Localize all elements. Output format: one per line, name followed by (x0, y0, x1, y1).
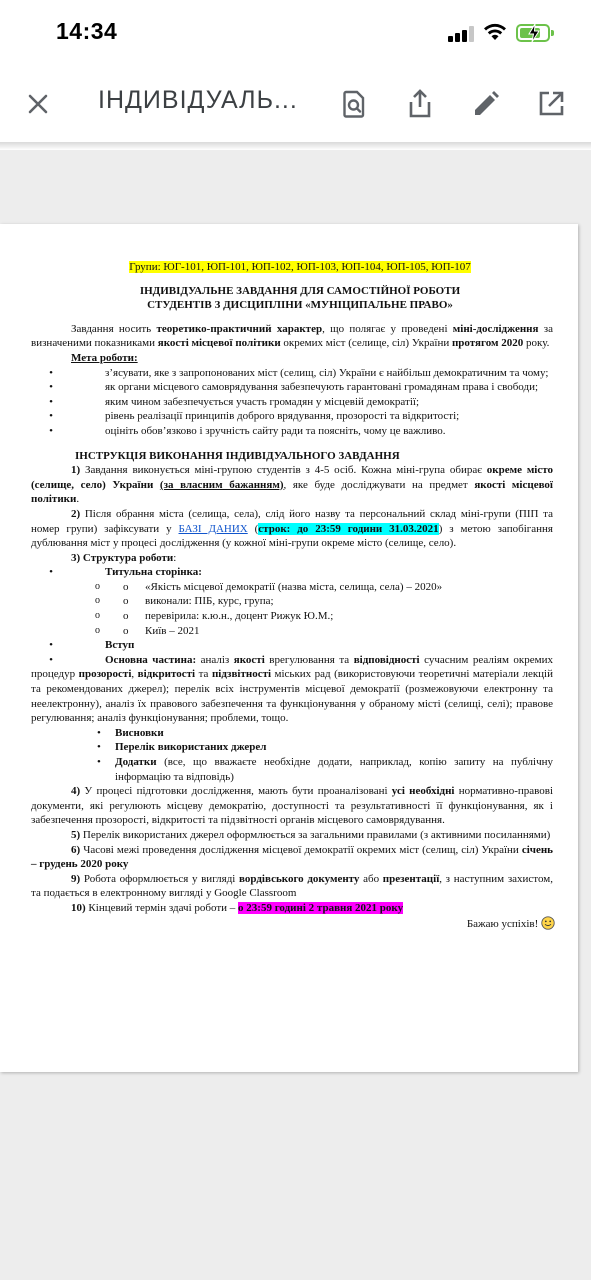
title-page-subitem: o o Київ – 2021 (31, 624, 553, 639)
final-deadline-highlight: о 23:59 годині 2 травня 2021 року (238, 901, 404, 914)
deadline-highlight: строк: до 23:59 години 31.03.2021 (258, 522, 439, 535)
status-bar (0, 0, 591, 68)
share-icon[interactable] (404, 88, 436, 120)
goal-title: Мета роботи: (71, 351, 138, 364)
goal-item: • рівень реалізації принципів доброго врядування, прозорості та відкритості; (49, 410, 460, 423)
open-in-new-icon[interactable] (535, 88, 567, 120)
instruction-4: 4) У процесі підготовки дослідження, мають бути проаналізовані усі необхідні нормативно-правові документи, які регулюють місцеву демократію, доступності та результативності її функціонування, як і забезпечення прозорості, відкритості та підзвітності органів місцевого самоврядування. (31, 785, 554, 827)
database-link[interactable]: БАЗІ ДАНИХ (178, 522, 248, 535)
instruction-6: 6) Часові межі проведення дослідження місцевої демократії окремих міст (селищ, сіл) України січень – грудень 2020 року (31, 843, 553, 871)
instruction-9: 9) Робота оформлюється у вигляді вордівського документу або презентації, з наступним захистом, та подається в електронному вигляді у Google Classroom (31, 872, 553, 900)
structure-item-intro: • Вступ (49, 639, 135, 652)
closing-line: Бажаю успіхів! (67, 916, 555, 932)
cellular-signal-icon (448, 26, 474, 42)
document-page (0, 224, 578, 1072)
find-in-document-icon[interactable] (338, 88, 370, 120)
structure-item-main-part: • Основна частина: аналіз якості врегулювання та відповідності сучасним реаліям окремих процедур прозорості, відкритості та підзвітності міських рад (використовуючи теоретичні матеріали лекцій та рекомендованих джерел); перелік всіх інструментів місцевої демократії (розмежовуючи електронну та неелектронну), аналіз їх правового забезпечення та функціонування у обраному місті (селищі, селі); правове регулювання; аналіз функціонування; проблеми, тощо. (31, 653, 554, 725)
title-page-subitem: o o перевірила: к.ю.н., доцент Рижук Ю.М.; (31, 609, 553, 624)
document-title: ІНДИВІДУАЛЬ... (98, 86, 298, 114)
structure-list-end (73, 726, 553, 784)
document-body (31, 260, 554, 931)
structure-list (31, 565, 553, 726)
smiley-icon (541, 916, 555, 930)
title-page-subitem: o o виконали: ПІБ, курс, група; (31, 594, 553, 609)
instruction-10: 10) Кінцевий термін здачі роботи – о 23:59 годині 2 травня 2021 року (71, 901, 404, 914)
wifi-icon (482, 22, 508, 42)
battery-icon (516, 24, 550, 42)
structure-item-sources: • Перелік використаних джерел (73, 740, 553, 755)
instruction-2: 2) Після обрання міста (селища, села), слід його назву та персональний склад міні-групи (ПІП та номер групи) зафіксувати у БАЗІ ДАНИХ (строк: до 23:59 години 31.03.2021) з метою запобігання дублювання міст у процесі дослідження (у кожної міні-групи окреме місто (селище, село). (31, 507, 553, 550)
document-viewer[interactable] (0, 150, 591, 1280)
toolbar-shadow (0, 142, 591, 150)
instructions-title: ІНСТРУКЦІЯ ВИКОНАННЯ ІНДИВІДУАЛЬНОГО ЗАВДАННЯ (75, 449, 400, 462)
instruction-3: 3) Структура роботи: (71, 551, 177, 564)
goal-item: • як органи місцевого самоврядування забезпечують гарантовані громадянам права і свободи; (49, 381, 539, 394)
edit-pencil-icon[interactable] (470, 88, 502, 120)
goal-item: • яким чином забезпечується участь громадян у місцевій демократії; (49, 395, 420, 408)
structure-item-title-page: • Титульна сторінка: (49, 566, 202, 579)
instruction-5: 5) Перелік використаних джерел оформлюється за загальними правилами (з активними посиланнями) (71, 828, 551, 841)
heading-line-1: ІНДИВІДУАЛЬНЕ ЗАВДАННЯ ДЛЯ САМОСТІЙНОЇ РОБОТИ (139, 284, 461, 297)
structure-item-conclusions: • Висновки (73, 726, 553, 741)
close-icon[interactable] (22, 88, 54, 120)
goal-item: • з’ясувати, яке з запропонованих міст (селищ, сіл) України є найбільш демократичним та чому; (49, 366, 549, 379)
heading-line-2: СТУДЕНТІВ З ДИСЦИПЛІНИ «МУНІЦИПАЛЬНЕ ПРАВО» (147, 299, 453, 312)
groups-line: Групи: ЮГ-101, ЮП-101, ЮП-102, ЮП-103, ЮП-104, ЮП-105, ЮП-107 (129, 261, 471, 273)
goal-item: • оцініть обов’язково і зручність сайту ради та поясніть, чому це важливо. (49, 424, 446, 437)
viewer-toolbar (0, 68, 591, 142)
title-page-subitem: o o «Якість місцевої демократії (назва міста, селища, села) – 2020» (31, 580, 553, 595)
status-time: 14:34 (56, 18, 118, 44)
goals-list (31, 366, 553, 439)
structure-item-appendix: • Додатки (все, що вважаєте необхідне додати, наприклад, копію запиту на публічну інформацію та відповідь) (73, 755, 553, 784)
intro-paragraph: Завдання носить теоретико-практичний характер, що полягає у проведені міні-дослідження за визначеними показниками якості місцевої політики окремих міст (селище, сіл) України протягом 2020 року. (31, 322, 553, 350)
instruction-1: 1) Завдання виконується міні-групою студентів з 4-5 осіб. Кожна міні-група обирає окреме місто (селище, село) України (за власним бажанням), яке буде досліджувати на предмет якості місцевої політики. (31, 464, 554, 506)
